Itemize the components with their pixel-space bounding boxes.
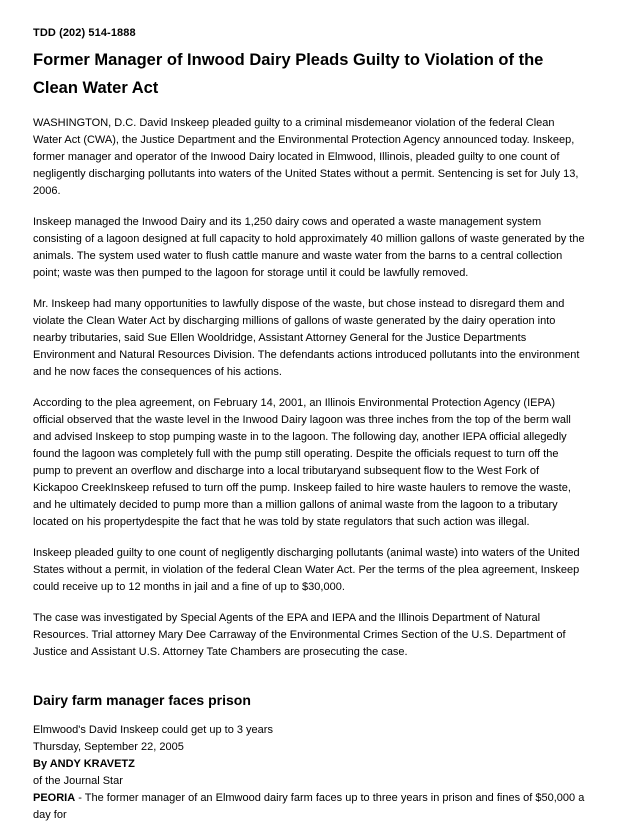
article-lead-line [33, 790, 586, 824]
article-paragraph-5: Inskeep pleaded guilty to one count of negligently discharging pollutants (animal waste) into waters of the United States without a permit, in violation of the federal Clean Water Act. Per the terms of the plea agreement, Inskeep could receive up to 12 months in jail and a fine of up to $30,000. [33, 547, 580, 593]
article-paragraph-2: Inskeep managed the Inwood Dairy and its 1,250 dairy cows and operated a waste management system consisting of a lagoon designed at full capacity to hold approximately 40 million gallons of waste generated by the animals. The system used water to flush cattle manure and waste water from the barns to a central collection point; waste was then pumped to the lagoon for storage until it could be lawfully removed. [33, 216, 585, 279]
peoria-location: PEORIA [33, 792, 76, 804]
peoria-lead-text: - The former manager of an Elmwood dairy farm faces up to three years in prison and fines of $50,000 a day for [33, 792, 585, 821]
section-heading: Dairy farm manager faces prison [33, 692, 251, 708]
tdd-contact-line: TDD (202) 514-1888 [33, 27, 136, 39]
article-paragraph-4: According to the plea agreement, on February 14, 2001, an Illinois Environmental Protection Agency (IEPA) official observed that the waste level in the Inwood Dairy lagoon was three inches from the top of the berm wall and advised Inskeep to stop pumping waste in to the lagoon. The following day, another IEPA official allegedly found the lagoon was completely full with the pump still operating. Despite the officials request to turn off the pump to prevent an overflow and discharge into a local tributaryand subsequent flow to the West Fork of Kickapoo CreekInskeep refused to turn off the pump. Inskeep failed to hire waste haulers to remove the waste, and he ultimately decided to pump more than a million gallons of animal waste from the lagoon to a tributary located on his propertydespite the fact that he was told by state regulators that such action was illegal. [33, 397, 571, 528]
article-subtitle: Elmwood's David Inskeep could get up to 3 years [33, 724, 273, 736]
article-byline: By ANDY KRAVETZ [33, 758, 135, 770]
article-paragraph-3: Mr. Inskeep had many opportunities to lawfully dispose of the waste, but chose instead to disregard them and violate the Clean Water Act by discharging millions of gallons of waste generated by the dairy operation into nearby tributaries, said Sue Ellen Wooldridge, Assistant Attorney General for the Justice Departments Environment and Natural Resources Division. The defendants actions introduced pollutants into the environment and he now faces the consequences of his actions. [33, 298, 580, 378]
article-byline-org: of the Journal Star [33, 775, 123, 787]
article-paragraph-1: WASHINGTON, D.C. David Inskeep pleaded guilty to a criminal misdemeanor violation of the federal Clean Water Act (CWA), the Justice Department and the Environmental Protection Agency announced today. Inskeep, former manager and operator of the Inwood Dairy located in Elmwood, Illinois, pleaded guilty to one count of negligently discharging pollutants into waters of the United States without a permit. Sentencing is set for July 13, 2006. [33, 117, 579, 197]
article-date: Thursday, September 22, 2005 [33, 741, 184, 753]
article-paragraph-6: The case was investigated by Special Agents of the EPA and IEPA and the Illinois Department of Natural Resources. Trial attorney Mary Dee Carraway of the Environmental Crimes Section of the U.S. Department of Justice and Assistant U.S. Attorney Tate Chambers are prosecuting the case. [33, 612, 566, 658]
article-title: Former Manager of Inwood Dairy Pleads Guilty to Violation of the Clean Water Act [33, 51, 544, 97]
